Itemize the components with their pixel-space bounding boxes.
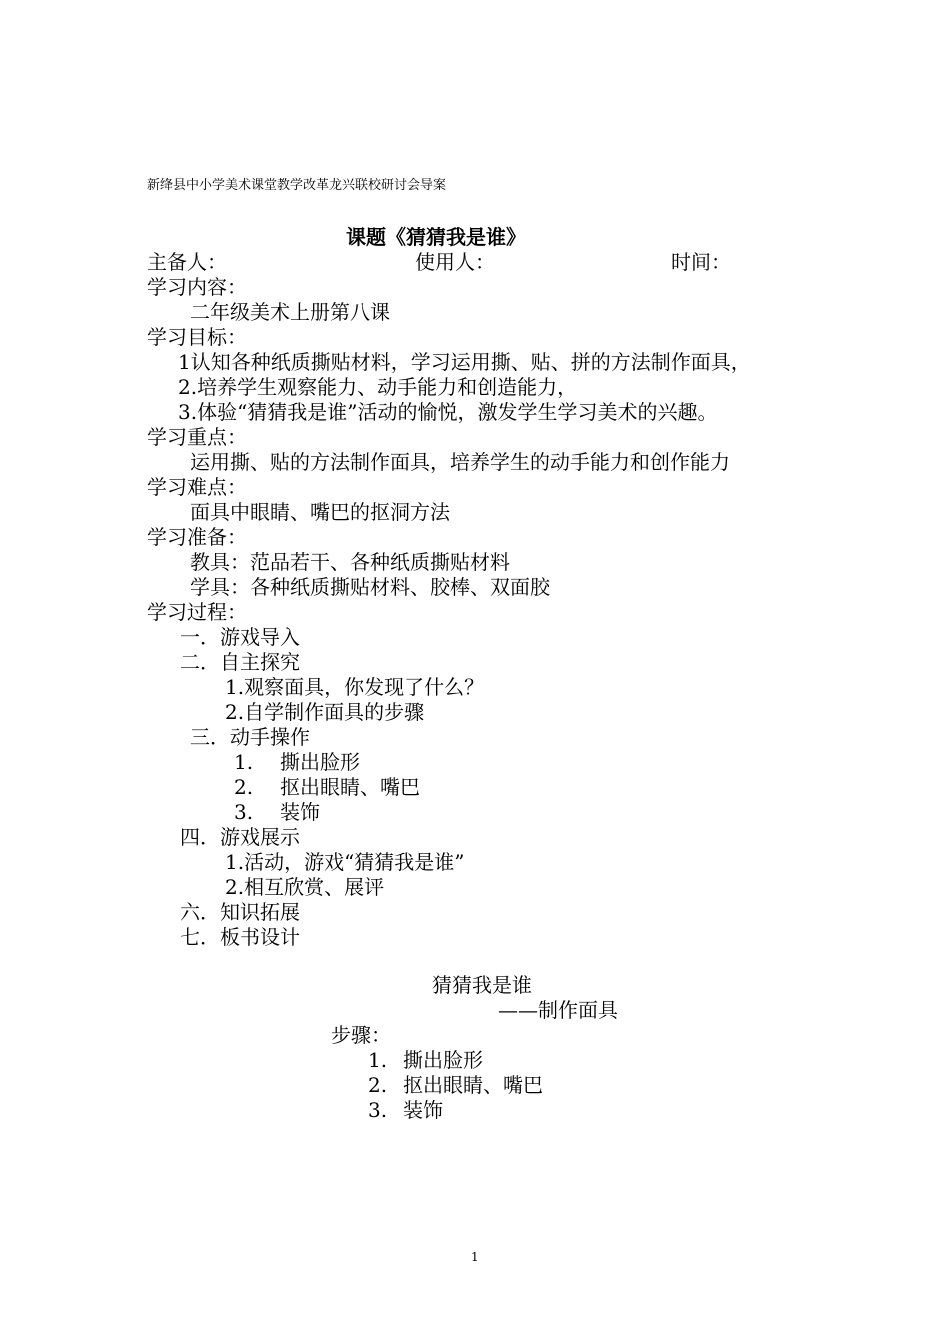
process-step: 六．知识拓展 — [180, 900, 300, 924]
focus-heading: 学习重点： — [147, 425, 247, 449]
board-step-number: 1. — [368, 1048, 388, 1072]
page-title: 课题《猜猜我是谁》 — [346, 225, 526, 249]
focus-text: 运用撕、贴的方法制作面具，培养学生的动手能力和创作能力 — [190, 450, 730, 474]
board-step-text: 抠出眼睛、嘴巴 — [403, 1073, 543, 1097]
step-number: 3. — [234, 800, 254, 824]
process-heading: 学习过程： — [147, 600, 247, 624]
content-text: 二年级美术上册第八课 — [190, 300, 390, 324]
process-substep: 2.自学制作面具的步骤 — [225, 700, 425, 724]
board-steps-label: 步骤： — [331, 1023, 391, 1047]
prep-student: 学具：各种纸质撕贴材料、胶棒、双面胶 — [190, 575, 550, 599]
step-text: 撕出脸形 — [280, 750, 360, 774]
prep-teacher: 教具：范品若干、各种纸质撕贴材料 — [190, 550, 510, 574]
content-heading: 学习内容： — [147, 275, 247, 299]
difficulty-text: 面具中眼睛、嘴巴的抠洞方法 — [190, 500, 450, 524]
difficulty-heading: 学习难点： — [147, 475, 247, 499]
process-step: 二．自主探究 — [180, 650, 300, 674]
board-title: 猜猜我是谁 — [432, 973, 532, 997]
document-header: 新绛县中小学美术课堂教学改革龙兴联校研讨会导案 — [147, 178, 447, 193]
board-step-number: 2. — [368, 1073, 388, 1097]
process-step: 四．游戏展示 — [180, 825, 300, 849]
goal-item: 2.培养学生观察能力、动手能力和创造能力， — [178, 375, 578, 399]
prep-heading: 学习准备： — [147, 525, 247, 549]
board-step-number: 3. — [368, 1098, 388, 1122]
step-text: 装饰 — [280, 800, 320, 824]
process-step: 三．动手操作 — [190, 725, 310, 749]
process-substep: 2.相互欣赏、展评 — [225, 875, 385, 899]
process-substep: 1.活动，游戏“猜猜我是谁” — [225, 850, 465, 874]
board-step-text: 装饰 — [403, 1098, 443, 1122]
step-number: 2. — [234, 775, 254, 799]
goals-heading: 学习目标： — [147, 325, 247, 349]
user-label: 使用人： — [415, 250, 495, 274]
step-number: 1. — [234, 750, 254, 774]
time-label: 时间： — [671, 250, 731, 274]
process-substep: 1.观察面具，你发现了什么？ — [225, 675, 485, 699]
process-step: 一．游戏导入 — [180, 625, 300, 649]
page-number: 1 — [471, 1250, 479, 1264]
process-step: 七．板书设计 — [180, 925, 300, 949]
preparer-label: 主备人： — [147, 250, 227, 274]
goal-item: 3.体验“猜猜我是谁”活动的愉悦，激发学生学习美术的兴趣。 — [178, 400, 718, 424]
goal-item: 1认知各种纸质撕贴材料，学习运用撕、贴、拼的方法制作面具， — [178, 350, 751, 374]
board-step-text: 撕出脸形 — [403, 1048, 483, 1072]
board-subtitle: ——制作面具 — [498, 998, 618, 1022]
step-text: 抠出眼睛、嘴巴 — [280, 775, 420, 799]
